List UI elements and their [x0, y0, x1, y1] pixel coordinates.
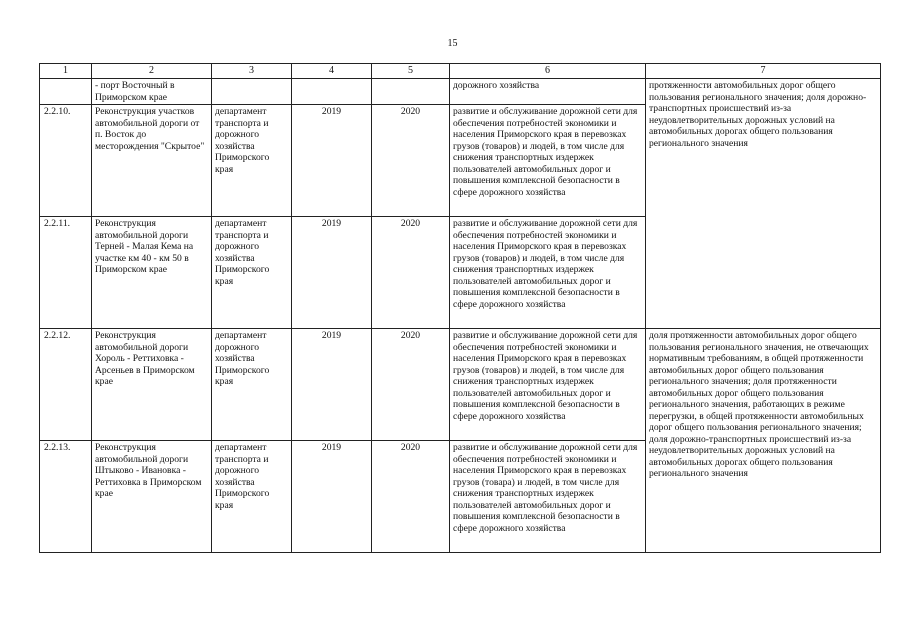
row-end-year: 2020 [372, 329, 450, 441]
row-executor: департамент дорожного хозяйства Приморского края [212, 329, 292, 441]
row-executor [212, 79, 292, 105]
row-direction: дорожного хозяйства [450, 79, 646, 105]
page-number: 15 [447, 38, 458, 49]
row-name: Реконструкция автомобильной дороги Штыково - Ивановка - Реттиховка в Приморском крае [92, 441, 212, 553]
row-direction: развитие и обслуживание дорожной сети для обеспечения потребностей экономики и населения Приморского края в перевозках грузов (товаров) и людей, в том числе для снижения транспортных издержек пользователей автомобильных дорог и повышения комплексной безопасности в сфере дорожного хозяйства [450, 217, 646, 329]
row-end-year: 2020 [372, 105, 450, 217]
row-start-year: 2019 [292, 217, 372, 329]
row-code [40, 79, 92, 105]
row-end-year: 2020 [372, 217, 450, 329]
header-col-4: 4 [292, 64, 372, 79]
row-code: 2.2.10. [40, 105, 92, 217]
row-end-year [372, 79, 450, 105]
program-table [39, 63, 881, 553]
row-code: 2.2.13. [40, 441, 92, 553]
row-direction: развитие и обслуживание дорожной сети для обеспечения потребностей экономики и населения Приморского края в перевозках грузов (товара) и людей, в том числе для снижения транспортных издержек пользователей автомобильных дорог и повышения комплексной безопасности в сфере дорожного хозяйства [450, 441, 646, 553]
row-name: - порт Восточный в Приморском крае [92, 79, 212, 105]
row-start-year: 2019 [292, 441, 372, 553]
header-row [40, 64, 881, 79]
row-start-year: 2019 [292, 329, 372, 441]
table-row [40, 79, 881, 105]
row-direction: развитие и обслуживание дорожной сети для обеспечения потребностей экономики и населения Приморского края в перевозках грузов (товаров) и людей, в том числе для снижения транспортных издержек пользователей автомобильных дорог и повышения комплексной безопасности в сфере дорожного хозяйства [450, 105, 646, 217]
table-row [40, 329, 881, 441]
row-executor: департамент транспорта и дорожного хозяйства Приморского края [212, 441, 292, 553]
header-col-7: 7 [646, 64, 881, 79]
row-start-year [292, 79, 372, 105]
row-executor: департамент транспорта и дорожного хозяйства Приморского края [212, 217, 292, 329]
header-col-5: 5 [372, 64, 450, 79]
row-code: 2.2.12. [40, 329, 92, 441]
header-col-6: 6 [450, 64, 646, 79]
row-end-year: 2020 [372, 441, 450, 553]
indicators-group-2: доля протяженности автомобильных дорог общего пользования регионального значения, не отвечающих нормативным требованиям, в общей протяженности автомобильных дорог общего пользования регионального значения; доля протяженности автомобильных дорог общего пользования регионального значения, работающих в режиме перегрузки, в общей протяженности автомобильных дорог общего пользования регионального значения; доля дорожно-транспортных происшествий из-за неудовлетворительных дорожных условий на автомобильных дорогах общего пользования регионального значения [646, 329, 881, 553]
row-start-year: 2019 [292, 105, 372, 217]
row-executor: департамент транспорта и дорожного хозяйства Приморского края [212, 105, 292, 217]
header-col-2: 2 [92, 64, 212, 79]
row-direction: развитие и обслуживание дорожной сети для обеспечения потребностей экономики и населения Приморского края в перевозках грузов (товаров) и людей, в том числе для снижения транспортных издержек пользователей автомобильных дорог и повышения комплексной безопасности в сфере дорожного хозяйства [450, 329, 646, 441]
row-code: 2.2.11. [40, 217, 92, 329]
indicators-group-1: протяженности автомобильных дорог общего пользования регионального значения; доля дорожно-транспортных происшествий из-за неудовлетворительных дорожных условий на автомобильных дорогах общего пользования регионального значения [646, 79, 881, 329]
row-name: Реконструкция автомобильной дороги Хороль - Реттиховка - Арсеньев в Приморском крае [92, 329, 212, 441]
row-name: Реконструкция автомобильной дороги Терней - Малая Кема на участке км 40 - км 50 в Приморском крае [92, 217, 212, 329]
header-col-3: 3 [212, 64, 292, 79]
row-name: Реконструкция участков автомобильной дороги от п. Восток до месторождения "Скрытое" [92, 105, 212, 217]
header-col-1: 1 [40, 64, 92, 79]
